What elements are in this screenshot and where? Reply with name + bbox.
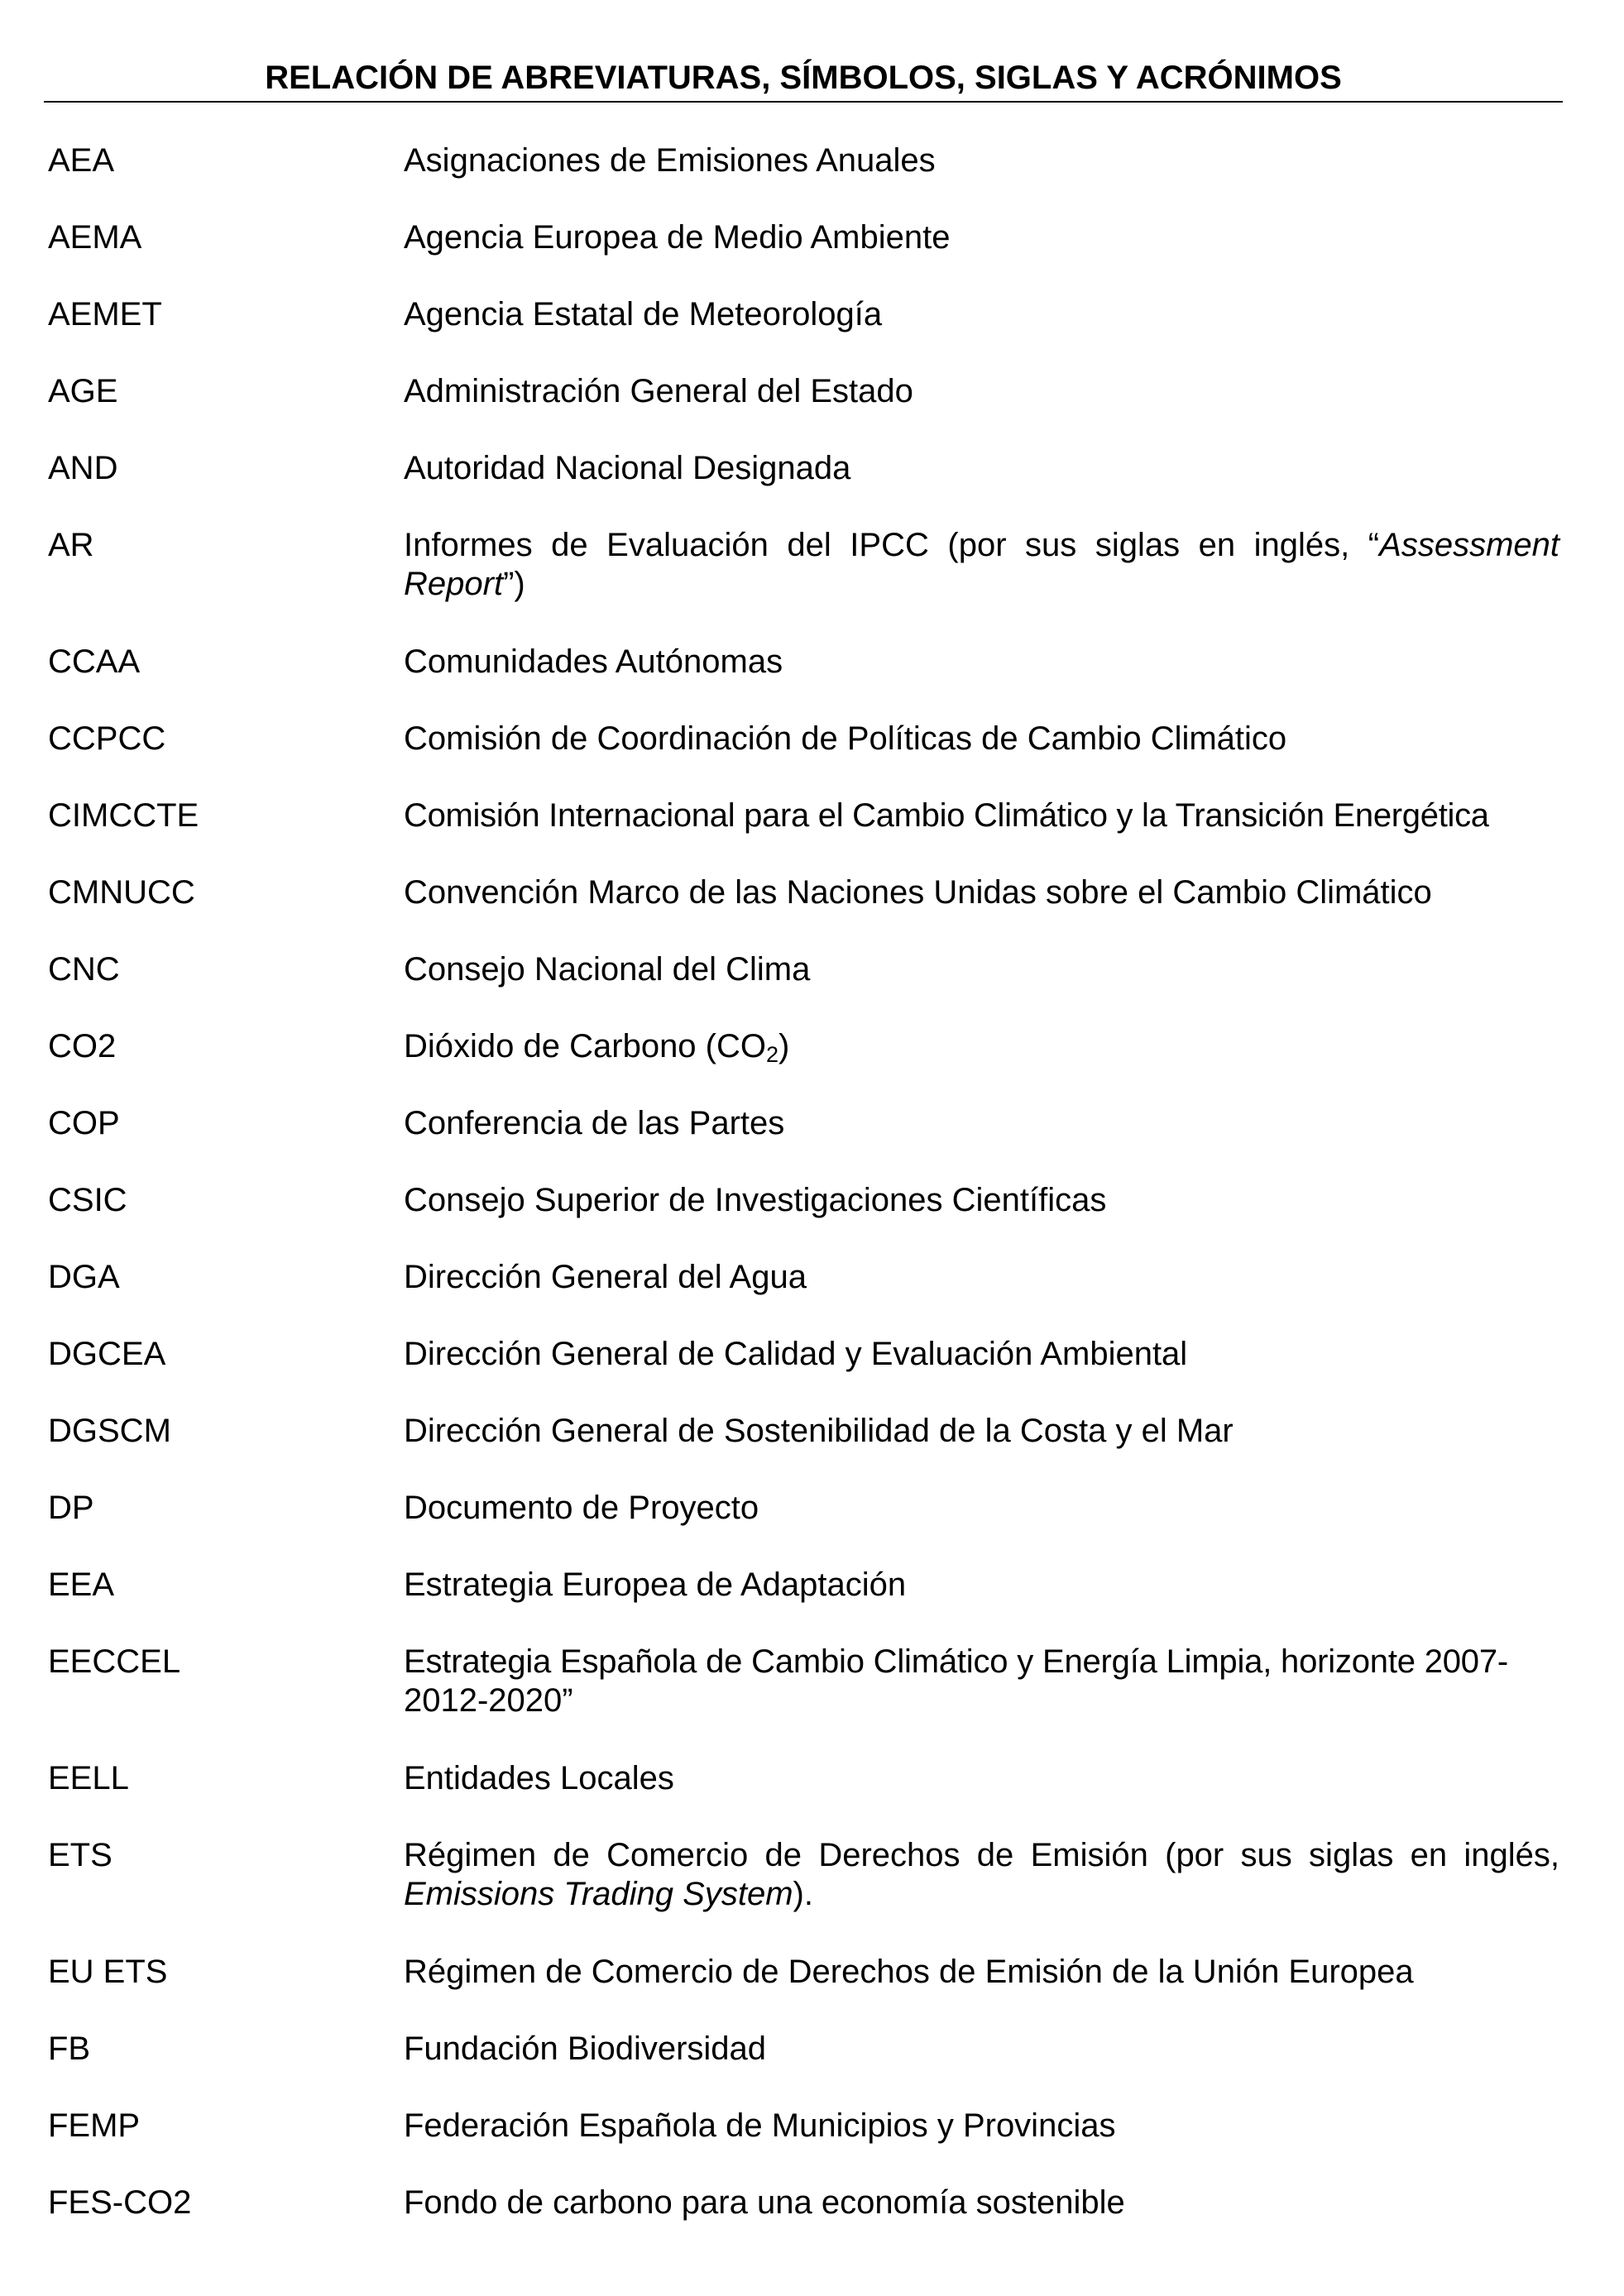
definition-text: ”) xyxy=(503,566,525,602)
abbreviation: EU ETS xyxy=(48,1954,168,1990)
definition-line: Estrategia Española de Cambio Climático y Energía Limpia, horizonte 2007- xyxy=(404,1643,1509,1680)
definition: Comisión de Coordinación de Políticas de Cambio Climático xyxy=(404,720,1287,757)
definition: Agencia Europea de Medio Ambiente xyxy=(404,219,951,256)
definition: Consejo Nacional del Clima xyxy=(404,951,811,988)
definition-italic: Assessment Report xyxy=(404,527,1559,602)
definition: Entidades Locales xyxy=(404,1760,674,1796)
definition-text: Dióxido de Carbono (CO xyxy=(404,1028,766,1064)
definition-text: ). xyxy=(793,1876,813,1912)
abbreviation: EELL xyxy=(48,1760,129,1796)
definition: Dirección General de Sostenibilidad de la Costa y el Mar xyxy=(404,1413,1234,1449)
abbreviation: CCPCC xyxy=(48,720,166,757)
definition xyxy=(404,1027,1559,1066)
definition xyxy=(404,1643,1559,1720)
definition: Estrategia Europea de Adaptación xyxy=(404,1567,907,1603)
abbreviation: CCAA xyxy=(48,643,141,680)
abbreviation: EECCEL xyxy=(48,1643,181,1680)
definition: Conferencia de las Partes xyxy=(404,1105,785,1141)
definition xyxy=(404,526,1559,604)
abbreviation: ETS xyxy=(48,1837,113,1873)
abbreviation: CMNUCC xyxy=(48,874,195,911)
definition-line: 2012-2020” xyxy=(404,1682,573,1719)
definition: Consejo Superior de Investigaciones Científicas xyxy=(404,1182,1107,1218)
definition: Documento de Proyecto xyxy=(404,1490,759,1526)
abbreviation: DGA xyxy=(48,1259,120,1295)
abbreviation: FEMP xyxy=(48,2107,141,2144)
abbreviation: COP xyxy=(48,1105,120,1141)
abbreviation: FB xyxy=(48,2031,91,2067)
abbreviation: CSIC xyxy=(48,1182,127,1218)
abbreviation: AR xyxy=(48,527,94,563)
definition: Dirección General del Agua xyxy=(404,1259,807,1295)
abbreviation: CO2 xyxy=(48,1028,117,1064)
definition: Asignaciones de Emisiones Anuales xyxy=(404,142,936,179)
definition xyxy=(404,1836,1559,1914)
definition: Comisión Internacional para el Cambio Climático y la Transición Energética xyxy=(404,797,1489,834)
abbreviation: DGCEA xyxy=(48,1336,166,1372)
abbreviation: AEMET xyxy=(48,296,162,332)
subscript: 2 xyxy=(766,1042,779,1067)
definition: Fondo de carbono para una economía sostenible xyxy=(404,2184,1125,2221)
definition: Administración General del Estado xyxy=(404,373,913,409)
abbreviation: AEA xyxy=(48,142,115,179)
definition: Comunidades Autónomas xyxy=(404,643,783,680)
definition-text: Régimen de Comercio de Derechos de Emisión (por sus siglas en inglés, xyxy=(404,1837,1559,1873)
definition-text: Informes de Evaluación del IPCC (por sus siglas en inglés, “ xyxy=(404,527,1380,563)
abbreviation: CIMCCTE xyxy=(48,797,199,834)
definition: Autoridad Nacional Designada xyxy=(404,450,851,486)
definition: Régimen de Comercio de Derechos de Emisión de la Unión Europea xyxy=(404,1954,1414,1990)
abbreviation: CNC xyxy=(48,951,120,988)
definition: Federación Española de Municipios y Provincias xyxy=(404,2107,1116,2144)
definition: Agencia Estatal de Meteorología xyxy=(404,296,883,332)
abbreviation: DP xyxy=(48,1490,94,1526)
definition: Convención Marco de las Naciones Unidas sobre el Cambio Climático xyxy=(404,874,1432,911)
page-title: RELACIÓN DE ABREVIATURAS, SÍMBOLOS, SIGLAS Y ACRÓNIMOS xyxy=(265,60,1342,96)
abbreviation: AND xyxy=(48,450,118,486)
definition: Dirección General de Calidad y Evaluación Ambiental xyxy=(404,1336,1188,1372)
abbreviation: FES-CO2 xyxy=(48,2184,192,2221)
abbreviation: EEA xyxy=(48,1567,115,1603)
abbreviation: DGSCM xyxy=(48,1413,171,1449)
abbreviation: AEMA xyxy=(48,219,142,256)
abbreviation: AGE xyxy=(48,373,118,409)
definition-text: ) xyxy=(778,1028,790,1064)
definition-italic: Emissions Trading System xyxy=(404,1876,793,1912)
definition: Fundación Biodiversidad xyxy=(404,2031,767,2067)
